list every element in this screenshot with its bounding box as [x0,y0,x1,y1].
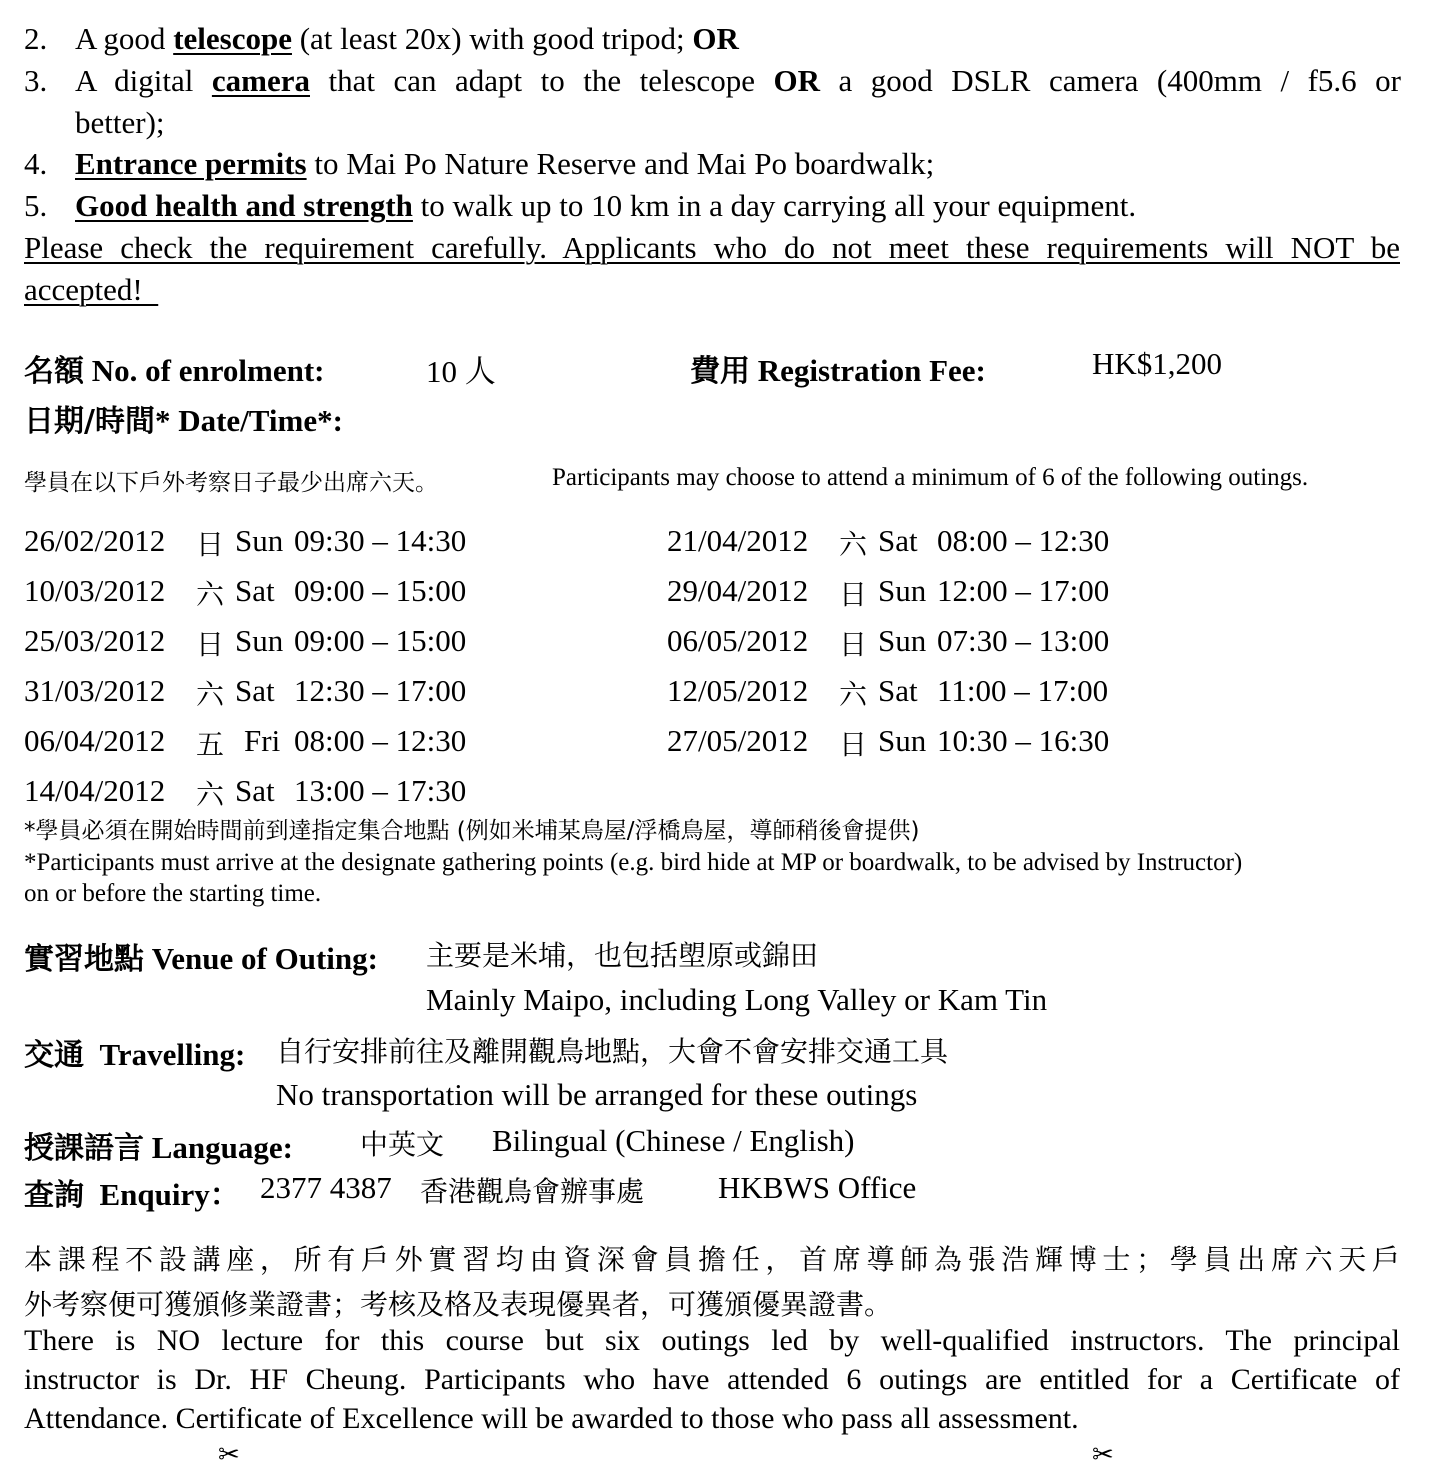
schedule-day-zh: 六 [196,578,225,611]
schedule-date: 27/05/2012 [667,723,809,758]
schedule-time: 10:30 – 16:30 [937,723,1110,758]
requirement-text: A digital camera that can adapt to the telescope OR a good DSLR camera (400mm / f5.6 or [75,63,1401,98]
schedule-day-zh: 日 [839,578,868,611]
document-page: 2. A good telescope (at least 20x) with good tripod; OR 3. A digital camera that can adapt to the telescope OR a good DSLR camera (400mm / f5.6 or better); 4. Entrance permits to Mai Po Nature Reserve and Mai Po boardwalk; 5. Good health and strength to walk up to 10 km in a day carrying all your equipment. Please check the requirement carefully. Applicants who do not meet these requirements will NOT be accepted! 名額 No. of enrolment: 10 人 費用 Registration Fee: HK$1,200 日期/時間* Date/Time*: 學員在以下戶外考察日子最少出席六天。 Participants may choose to attend a minimum of 6 of the following outings. 26/02/2012 日 Sun 09:30 – 14:30 10/03/2012 六 Sat 09:00 – 15:00 25/03/2012 日 Sun 09:00 – 15:00 31/03/2012 六 Sat 12:30 – 17:00 06/04/2012 五 Fri 08:00 – 12:30 14/04/2012 六 Sat 13:00 – 17:30 21/04/2012 六 Sat 08:00 – 12:30 29/04/2012 日 Sun 12:00 – 17:00 06/05/2012 日 Sun 07:30 – 13:00 12/05/2012 六 Sat 11:00 – 17:00 27/05/2012 日 Sun 10:30 – 16:30 *學員必須在開始時間前到達指定集合地點 (例如米埔某鳥屋/浮橋鳥屋，導師稍後會提供) *Participants must arrive at the designate gathering points (e.g. bird hide at MP or boardwalk, to be advised by Instructor) on or before the starting time. 實習地點 Venue of Outing: 主要是米埔，也包括塱原或錦田 Mainly Maipo, including Long Valley or Kam Tin 交通 Travelling: 自行安排前往及離開觀鳥地點，大會不會安排交通工具 No transportation will be arranged for these outings 授課語言 Language: 中英文 Bilingual (Chinese / English) 查詢 Enquiry： 2377 4387 香港觀鳥會辦事處 HKBWS Office 本課程不設講座，所有戶外實習均由資深會員擔任，首席導師為張浩輝博士；學員出席六天戶 外考察便可獲頒修業證書；考核及格及表現優異者，可獲頒優異證書。 There is NO lecture for this course but six outings led by well-qualified instructors. The principal instructor is Dr. HF Cheung. Participants who have attended 6 outings are entitled for a Certificate of Attendance. Certificate of Excellence will be awarded to those who pass all assessment. ✂ ✂ [0,0,1429,1464]
keyword-telescope: telescope [173,21,292,56]
keyword-entrance-permits: Entrance permits [75,146,307,181]
schedule-date: 21/04/2012 [667,523,809,558]
schedule-time: 09:00 – 15:00 [294,573,467,608]
requirement-number: 3. [24,63,48,98]
keyword-good-health: Good health and strength [75,188,413,223]
schedule-date: 12/05/2012 [667,673,809,708]
language-value-en: Bilingual (Chinese / English) [492,1123,855,1158]
schedule-day-zh: 日 [196,528,225,561]
schedule-day-zh: 日 [196,628,225,661]
schedule-day-zh: 日 [839,728,868,761]
requirement-text: Entrance permits to Mai Po Nature Reserve and Mai Po boardwalk; [75,146,935,181]
schedule-date: 26/02/2012 [24,523,166,558]
enquiry-label: 查詢 Enquiry： [24,1177,240,1213]
requirement-number: 5. [24,188,48,223]
requirement-text: Good health and strength to walk up to 10 km in a day carrying all your equipment. [75,188,1137,223]
fee-label: 費用 Registration Fee: [690,353,986,389]
schedule-date: 06/05/2012 [667,623,809,658]
schedule-day-en: Sun [878,623,927,658]
schedule-time: 12:30 – 17:00 [294,673,467,708]
datetime-heading: 日期/時間* Date/Time*: [24,403,343,439]
schedule-day-en: Sat [878,523,918,558]
schedule-day-zh: 日 [839,628,868,661]
schedule-time: 09:30 – 14:30 [294,523,467,558]
schedule-date: 14/04/2012 [24,773,166,808]
schedule-day-en: Sat [235,673,275,708]
enrolment-label: 名額 No. of enrolment: [24,353,325,389]
venue-value-zh: 主要是米埔，也包括塱原或錦田 [426,939,819,972]
requirement-number: 2. [24,21,48,56]
requirement-number: 4. [24,146,48,181]
schedule-day-en: Sat [878,673,918,708]
fee-value: HK$1,200 [1092,346,1223,381]
requirement-text-cont: better); [75,105,165,140]
scissors-icon: ✂ [218,1440,240,1470]
schedule-day-en: Sun [235,623,284,658]
enrolment-value: 10 人 [426,354,496,389]
schedule-day-en: Sat [235,573,275,608]
schedule-time: 07:30 – 13:00 [937,623,1110,658]
schedule-time: 11:00 – 17:00 [937,673,1109,708]
venue-label: 實習地點 Venue of Outing: [24,941,378,977]
venue-value-en: Mainly Maipo, including Long Valley or Kam Tin [426,982,1048,1017]
keyword-camera: camera [211,63,310,98]
schedule-date: 25/03/2012 [24,623,166,658]
language-value-zh: 中英文 [360,1128,445,1161]
enquiry-phone: 2377 4387 [260,1170,392,1205]
enquiry-office-zh: 香港觀鳥會辦事處 [420,1175,645,1208]
language-label: 授課語言 Language: [24,1130,293,1166]
scissors-icon: ✂ [1092,1440,1114,1470]
schedule-day-zh: 六 [839,678,868,711]
schedule-day-en: Sun [878,723,927,758]
schedule-date: 06/04/2012 [24,723,166,758]
schedule-day-en: Fri [244,723,281,758]
schedule-date: 31/03/2012 [24,673,166,708]
schedule-day-en: Sat [235,773,275,808]
schedule-time: 08:00 – 12:30 [294,723,467,758]
travelling-value-zh: 自行安排前往及離開觀鳥地點，大會不會安排交通工具 [276,1035,949,1068]
schedule-day-zh: 六 [196,778,225,811]
enquiry-office-en: HKBWS Office [718,1170,917,1205]
travelling-value-en: No transportation will be arranged for these outings [276,1077,918,1112]
requirement-text: A good telescope (at least 20x) with good tripod; OR [75,21,739,56]
schedule-time: 13:00 – 17:30 [294,773,467,808]
travelling-label: 交通 Travelling: [24,1037,246,1073]
schedule-time: 08:00 – 12:30 [937,523,1110,558]
schedule-date: 10/03/2012 [24,573,166,608]
schedule-day-zh: 六 [839,528,868,561]
schedule-time: 12:00 – 17:00 [937,573,1110,608]
schedule-day-zh: 五 [196,728,225,761]
schedule-day-en: Sun [878,573,927,608]
schedule-day-zh: 六 [196,678,225,711]
schedule-day-en: Sun [235,523,284,558]
schedule-time: 09:00 – 15:00 [294,623,467,658]
schedule-date: 29/04/2012 [667,573,809,608]
